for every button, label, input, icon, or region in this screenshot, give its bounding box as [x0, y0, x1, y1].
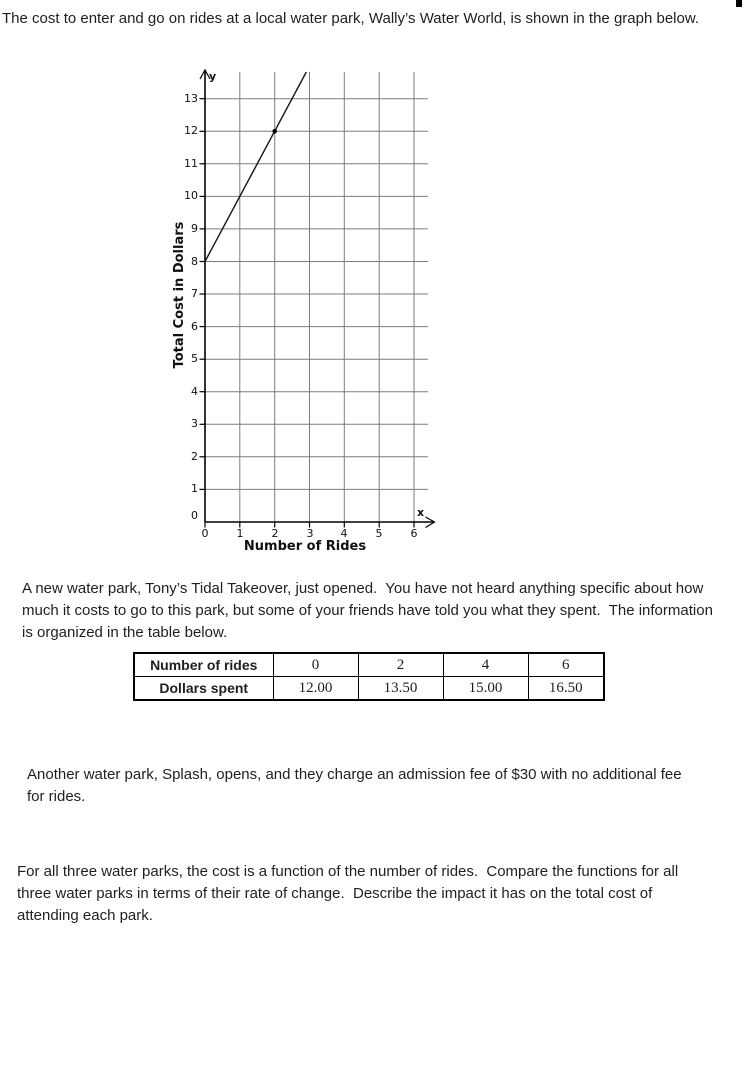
rides-value: 6: [528, 653, 604, 677]
splash-paragraph: [27, 764, 682, 808]
tonys-paragraph: [22, 578, 713, 644]
y-tick-1: 1: [191, 482, 198, 495]
x-tick-1: 1: [236, 527, 244, 540]
question-line-3: attending each park.: [17, 907, 153, 924]
splash-line-1: Another water park, Splash, opens, and they charge an admission fee of $30 with no additional fee: [27, 766, 682, 783]
x-tick-6: 6: [410, 527, 418, 540]
table-row-dollars: [134, 677, 604, 701]
y-tick-6: 6: [191, 320, 198, 333]
x-tick-3: 3: [306, 527, 314, 540]
intro-paragraph: [2, 8, 699, 30]
y-tick-4: 4: [191, 385, 198, 398]
y-tick-3: 3: [191, 417, 198, 430]
x-axis-title: Number of Rides: [243, 539, 367, 554]
question-paragraph: [17, 861, 678, 927]
y-tick-10: 10: [184, 189, 198, 202]
rides-value: 4: [443, 653, 528, 677]
graph-canvas: [170, 62, 455, 562]
y-tick-8: 8: [191, 255, 198, 268]
rides-value: 0: [273, 653, 358, 677]
y-tick-2: 2: [191, 450, 198, 463]
row-header-dollars: Dollars spent: [134, 677, 273, 701]
y-tick-0: 0: [191, 509, 198, 522]
dollars-value: 15.00: [443, 677, 528, 701]
table-row-rides: [134, 653, 604, 677]
point-marker-2-12: [272, 129, 277, 134]
rides-value: 2: [358, 653, 443, 677]
y-axis-title: Total Cost in Dollars: [172, 221, 187, 369]
x-axis-letter: x: [417, 506, 425, 519]
y-tick-5: 5: [191, 352, 198, 365]
intro-line: The cost to enter and go on rides at a local water park, Wally’s Water World, is shown in the graph below.: [2, 10, 700, 27]
tonys-line-3: is organized in the table below.: [22, 624, 228, 641]
x-tick-5: 5: [375, 527, 383, 540]
x-tick-4: 4: [340, 527, 348, 540]
y-tick-13: 13: [184, 92, 198, 105]
grid-lines: [205, 72, 428, 522]
dollars-value: 16.50: [528, 677, 604, 701]
cost-line: [205, 72, 306, 262]
y-tick-9: 9: [191, 222, 198, 235]
axes: [200, 70, 435, 528]
page-corner-mark: [736, 0, 742, 7]
x-tick-0: 0: [201, 527, 209, 540]
y-tick-12: 12: [184, 124, 198, 137]
question-line-2: three water parks in terms of their rate of change. Describe the impact it has on the total cost of: [17, 885, 653, 902]
tonys-line-1: A new water park, Tony’s Tidal Takeover, just opened. You have not heard anything specific about how: [22, 580, 704, 597]
dollars-value: 12.00: [273, 677, 358, 701]
tonys-cost-table: [133, 652, 605, 701]
question-line-1: For all three water parks, the cost is a function of the number of rides. Compare the functions for all: [17, 863, 679, 880]
dollars-value: 13.50: [358, 677, 443, 701]
x-tick-2: 2: [271, 527, 279, 540]
wallys-cost-graph: [170, 62, 455, 562]
tonys-line-2: much it costs to go to this park, but some of your friends have told you what they spent. The information: [22, 602, 713, 619]
y-tick-7: 7: [191, 287, 198, 300]
tick-marks: [200, 99, 415, 528]
row-header-rides: Number of rides: [134, 653, 273, 677]
splash-line-2: for rides.: [27, 788, 86, 805]
y-tick-11: 11: [184, 157, 198, 170]
y-axis-letter: y: [209, 70, 217, 83]
